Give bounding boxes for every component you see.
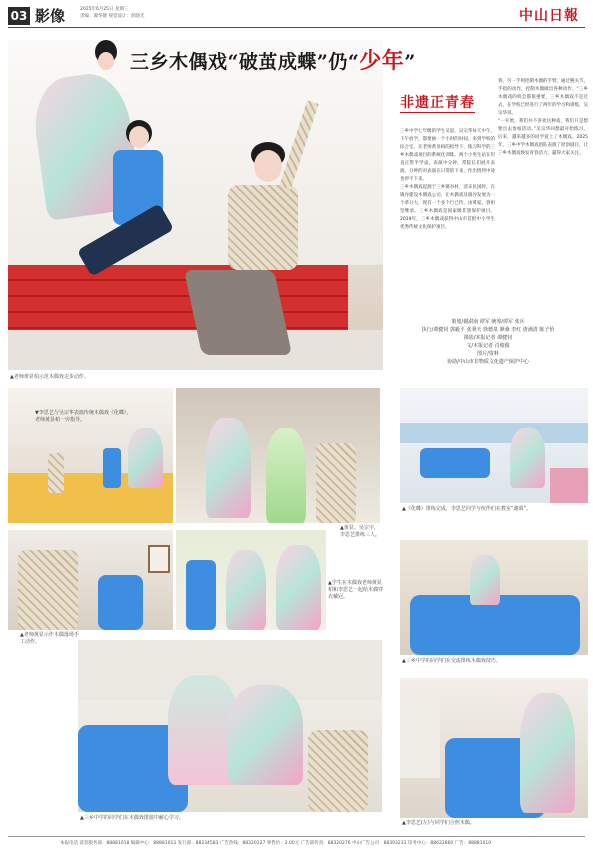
hero-floor (8, 330, 383, 370)
header-rule (8, 27, 585, 28)
caption-p4: ▲老师黄显示作木偶落场手工动作。 (20, 632, 79, 645)
article-col-2 (498, 78, 588, 313)
footer-contacts: 本报电话 读者服务部：88881018 编辑中心：88881013 发行部：88234583 广告热线：88320127 零售价：2.00元 广告部传真：88320276 中山广告公司：88393231 印务中心：88622860 广告：88881010 (60, 841, 492, 846)
headline-part2: ” (404, 51, 416, 73)
teacher-figure (48, 453, 64, 493)
puppet-figure (510, 428, 545, 488)
photo-students-discuss (400, 540, 588, 655)
editor-line: 责编：谭华键 视觉设计：彭晓光 (80, 14, 145, 19)
headline-highlight: 少年 (359, 48, 405, 74)
section-title: 影像 (35, 7, 66, 25)
puppet-figure (226, 550, 266, 630)
puppet-white (206, 418, 251, 518)
photo-classroom-bow (400, 388, 588, 503)
puppet-figure (470, 555, 500, 605)
credit-line: 图片/资料 (477, 351, 499, 357)
puppet-figure (520, 693, 575, 813)
article-col-1 (400, 128, 495, 313)
teacher-figure (18, 550, 78, 630)
footer-rule (8, 836, 585, 837)
teacher-face (254, 150, 282, 182)
article-para-4: “一开始，我们并不喜欢这种戏，我们只是想要出去参加活动。”吴宗华回想最开始练习。后来，越来越多的同学爱上了木偶戏。2025年，三乡中学木偶戏团队表演了原创剧目，让三乡木偶戏焕发青春活力，赢得大家关注。 (498, 119, 588, 156)
photo-group-portrait (400, 678, 588, 818)
caption-p7: ▲三乡中学的同学们在木偶戏排演中耐心学习。 (80, 815, 184, 821)
puppet-figure-2 (228, 685, 303, 785)
credit-line: 摄影/本报记者 谭健钊 (463, 335, 513, 341)
column-banner: 非遗正青春 (400, 95, 475, 111)
student-figure (186, 560, 216, 630)
student-figure (103, 448, 121, 488)
photo-rehearsal-room (8, 388, 173, 523)
caption-p1: ▼李思艺与吴宗华表演传统木偶戏《化蝶》，老师黄显柏一旁指导。 (35, 410, 132, 423)
hero-caption: ▲老师黄显柏示范木偶戏走步动作。 (10, 374, 89, 380)
page-number: 03 (8, 7, 30, 25)
caption-p3: ▲《化蝶》排练完成，李思艺同学与伙伴们在教室“谢幕”。 (402, 506, 532, 512)
photo-three-performers (176, 388, 380, 523)
credit-line: 策划/谢澍南 谭军 统筹/谭军 张兵 (451, 319, 525, 325)
photo-group-rehearsal (78, 640, 382, 812)
student-figure (98, 575, 143, 630)
teacher-trousers (184, 270, 292, 355)
article-para-1: 三乡中学七年级的学生吴思、吴宗华每天中午，下午放学，都要抽一个小时的时间，来到学校的综合室，在老师黄显柏的指导下，练习科学的三乡木偶戏项目的系统化训练。两个小男生站在坦直正带半学桌，表演中分钟，常院长们展开表演，分钟的对表演在日常的下来，作出情到中途也停不下来。 (400, 129, 495, 182)
teacher-shirt (228, 185, 298, 270)
photo-dressing-puppet (176, 530, 326, 630)
banner-rule (400, 112, 475, 113)
teacher-figure (316, 443, 356, 523)
caption-p5: ▲学生在木偶戏老师黄显柏和李思艺一起给木偶穿衣戴冠。 (328, 580, 384, 600)
headline (130, 44, 416, 75)
newspaper-logo: 中山日報 (519, 8, 579, 24)
hero-photo (8, 40, 383, 370)
credit-line: 文/本报记者 肖俊俊 (466, 343, 510, 349)
wall-portrait (148, 545, 170, 573)
teacher-figure (308, 730, 368, 812)
puppet-face (98, 52, 114, 70)
date-line: 2025年6月25日 星期三 (80, 7, 129, 12)
article-para-3: 将、另一手则控制木偶的手臂，通过腕关节、手指的动作，控制木偶做出各种动作。“三乡木偶戏的机会都很重要，三乡木偶戏不是过去，在学校已经进行了两年的学习和训练，吴宗华说。 (498, 79, 588, 116)
caption-p6: ▲三乡中学的同学们在交流排练木偶戏技巧。 (402, 658, 501, 664)
article-para-2: 三乡木偶戏起源于三乡镇谷村，清末民国时，在镇谷建设木偶戏公司，让木偶戏及镇谷发展为一个辈分大，现有一个多个行已传，由黄家、曾祖坚继承。三乡木偶戏是国家级非遗保护项目。2019年，三乡木偶戏获得中山市首批中小学生优秀传统文化保护项目。 (400, 185, 495, 230)
caption-p8: ▲李思艺(左)与同学们合照木偶。 (402, 820, 475, 826)
credits-block (388, 318, 588, 366)
girl-face (129, 126, 149, 148)
pink-props (550, 468, 588, 503)
page-header (0, 0, 593, 30)
classroom-windows (400, 423, 588, 443)
credit-line: 执行/谭健钊 郭毅平 张秉天 徐德泉 颜桑 李红 唐满清 陈子怡 (421, 327, 555, 333)
shelf-area (400, 698, 440, 778)
credit-line: 协助/中山市非物质文化遗产保护中心 (447, 359, 529, 365)
puppet-figure (128, 428, 163, 488)
headline-part1: 三乡木偶戏“破茧成蝶”仍“ (130, 51, 360, 73)
header-meta (80, 6, 144, 20)
puppet-green (266, 428, 306, 523)
students-row (420, 448, 490, 478)
caption-p2: ▲黄显、吴宗宇，李思艺排练三人。 (340, 525, 381, 538)
photo-teacher-demo (8, 530, 173, 630)
puppet-figure-2 (276, 545, 321, 630)
